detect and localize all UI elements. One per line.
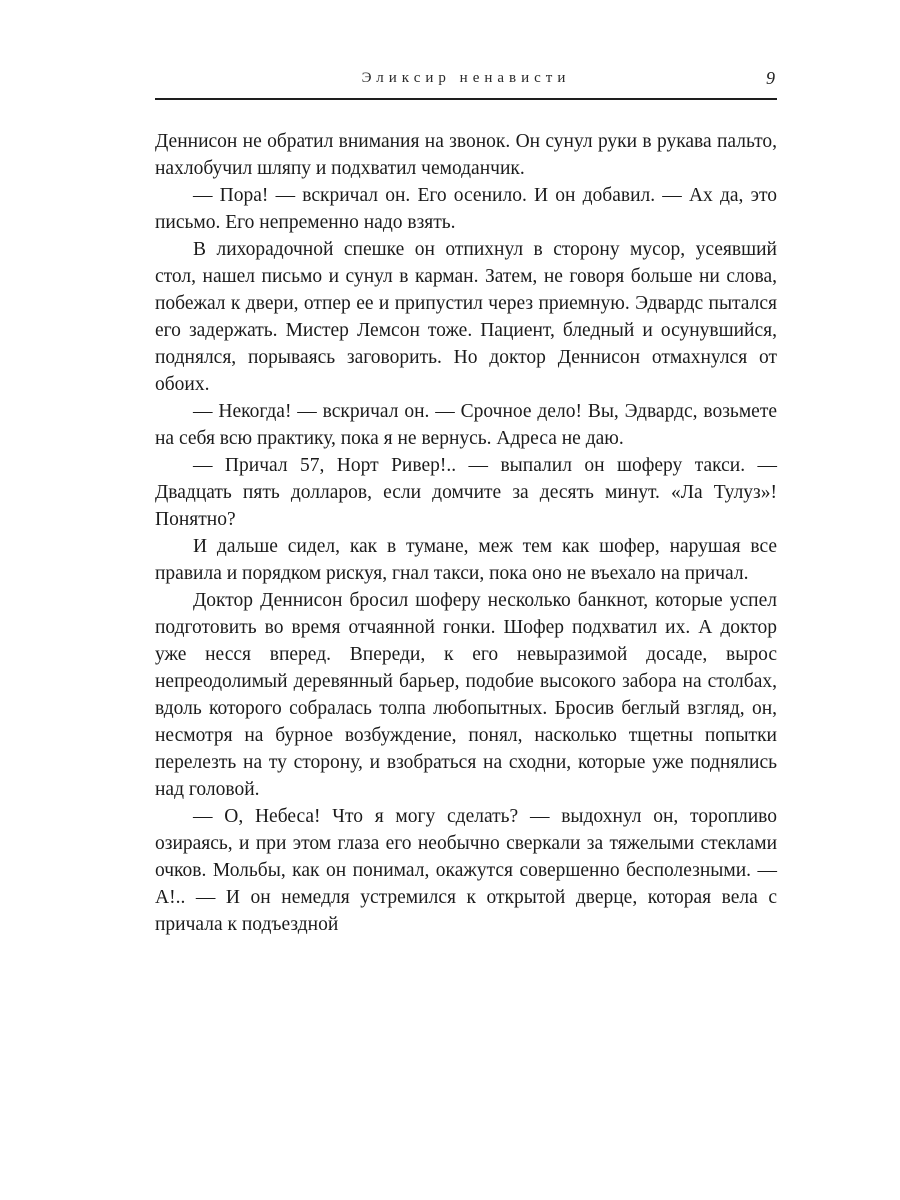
- paragraph: Деннисон не обратил внимания на звонок. Он сунул руки в рукава пальто, нахлобучил шляпу и подхватил чемоданчик.: [155, 131, 777, 179]
- paragraph: В лихорадочной спешке он отпихнул в сторону мусор, усеявший стол, нашел письмо и сунул в карман. Затем, не говоря больше ни слова, побежал к двери, отпер ее и припустил через приемную. Эдвардс пытался его задержать. Мистер Лемсон тоже. Пациент, бледный и осунувшийся, поднялся, порываясь заговорить. Но доктор Деннисон отмахнулся от обоих.: [155, 239, 777, 395]
- paragraph: — О, Небеса! Что я могу сделать? — выдохнул он, торопливо озираясь, и при этом глаза его необычно сверкали за тяжелыми стеклами очков. Мольбы, как он понимал, окажутся совершенно бесполезными. — А!.. — И он немедля устремился к открытой дверце, которая вела с причала к подъездной: [155, 806, 777, 935]
- paragraph: — Некогда! — вскричал он. — Срочное дело! Вы, Эдвардс, возьмете на себя всю практику, пока я не вернусь. Адреса не даю.: [155, 401, 777, 449]
- paragraph: И дальше сидел, как в тумане, меж тем как шофер, нарушая все правила и порядком рискуя, гнал такси, пока оно не въехало на причал.: [155, 536, 777, 584]
- paragraph: — Причал 57, Норт Ривер!.. — выпалил он шоферу такси. — Двадцать пять долларов, если домчите за десять минут. «Ла Тулуз»! Понятно?: [155, 455, 777, 530]
- page-number: 9: [766, 68, 775, 88]
- paragraph: Доктор Деннисон бросил шоферу несколько банкнот, которые успел подготовить во время отчаянной гонки. Шофер подхватил их. А доктор уже несся вперед. Впереди, к его невыразимой досаде, вырос непреодолимый деревянный барьер, подобие высокого забора на столбах, вдоль которого собралась толпа любопытных. Бросив беглый взгляд, он, несмотря на бурное возбуждение, понял, насколько тщетны попытки перелезть на ту сторону, и взобраться на сходни, которые уже поднялись над головой.: [155, 590, 777, 800]
- header-rule: [155, 98, 777, 100]
- page-body: [155, 128, 777, 938]
- paragraph: — Пора! — вскричал он. Его осенило. И он добавил. — Ах да, это письмо. Его непременно надо взять.: [155, 185, 777, 233]
- page-header: [155, 70, 777, 94]
- page-content: [155, 70, 777, 938]
- running-title: Эликсир ненависти: [361, 70, 571, 86]
